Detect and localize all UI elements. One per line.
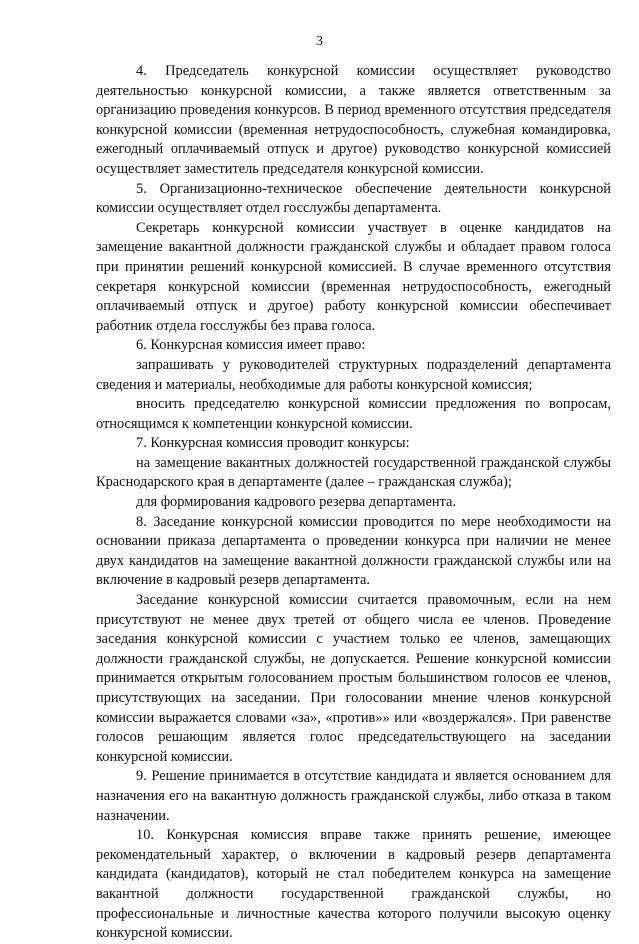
document-body (96, 62, 611, 944)
paragraph-8: 8. Заседание конкурсной комиссии проводится по мере необходимости на основании приказа департамента о проведении конкурса при наличии не менее двух кандидатов на замещение вакантной должности гражданской службы или на включение в кадровый резерв департамента. (96, 513, 611, 589)
paragraph-7-item-1: на замещение вакантных должностей государственной гражданской службы Краснодарского края в департаменте (далее – гражданская служба); (96, 454, 611, 491)
page-number: 3 (316, 34, 323, 49)
paragraph-9: 9. Решение принимается в отсутствие кандидата и является основанием для назначения его на вакантную должность гражданской службы, либо отказа в таком назначении. (96, 768, 611, 824)
paragraph-6-item-1: запрашивать у руководителей структурных подразделений департамента сведения и материалы, необходимые для работы конкурсной комиссия; (96, 356, 611, 393)
paragraph-7: 7. Конкурсная комиссия проводит конкурсы: (136, 435, 410, 452)
paragraph-4: 4. Председатель конкурсной комиссии осуществляет руководство деятельностью конкурсной комиссии, а также является ответственным за организацию проведения конкурсов. В период временного отсутствия председателя конкурсной комиссии (временная нетрудоспособность, служебная командировка, ежегодный оплачиваемый отпуск и другое) руководство конкурсной комиссией осуществляет заместитель председателя конкурсной комиссии. (96, 63, 611, 177)
paragraph-secretary: Секретарь конкурсной комиссии участвует в оценке кандидатов на замещение вакантной должности гражданской службы и обладает правом голоса при принятии решений конкурсной комиссией. В случае временного отсутствия секретаря конкурсной комиссии (временная нетрудоспособность, ежегодный оплачиваемый отпуск и другое) работу конкурсной комиссии обеспечивает работник отдела госслужбы без права голоса. (96, 219, 611, 334)
paragraph-7-item-2: для формирования кадрового резерва департамента. (136, 494, 457, 511)
paragraph-6: 6. Конкурсная комиссия имеет право: (136, 337, 366, 354)
paragraph-6-item-2: вносить председателю конкурсной комиссии предложения по вопросам, относящимся к компетенции конкурсной комиссии. (96, 396, 611, 432)
paragraph-quorum: Заседание конкурсной комиссии считается правомочным, если на нем присутствуют не менее двух третей от общего числа ее членов. Проведение заседания конкурсной комиссии с участием только ее членов, замещающих должности гражданской службы, не допускается. Решение конкурсной комиссии принимается открытым голосованием простым большинством голосов ее членов, присутствующих на заседании. При голосовании мнение членов конкурсной комиссии выражается словами «за», «против»» или «воздержался». При равенстве голосов решающим является голос председательствующего на заседании конкурсной комиссии. (96, 592, 611, 765)
paragraph-10: 10. Конкурсная комиссия вправе также принять решение, имеющее рекомендательный характер, о включении в кадровый резерв департамента кандидата (кандидатов), который не стал победителем конкурса на замещение вакантной должности государственной гражданской службы, но профессиональные и личностные качества которого получили высокую оценку конкурсной комиссии. (96, 827, 611, 942)
paragraph-5: 5. Организационно-техническое обеспечение деятельности конкурсной комиссии осуществляет отдел госслужбы департамента. (96, 180, 611, 217)
